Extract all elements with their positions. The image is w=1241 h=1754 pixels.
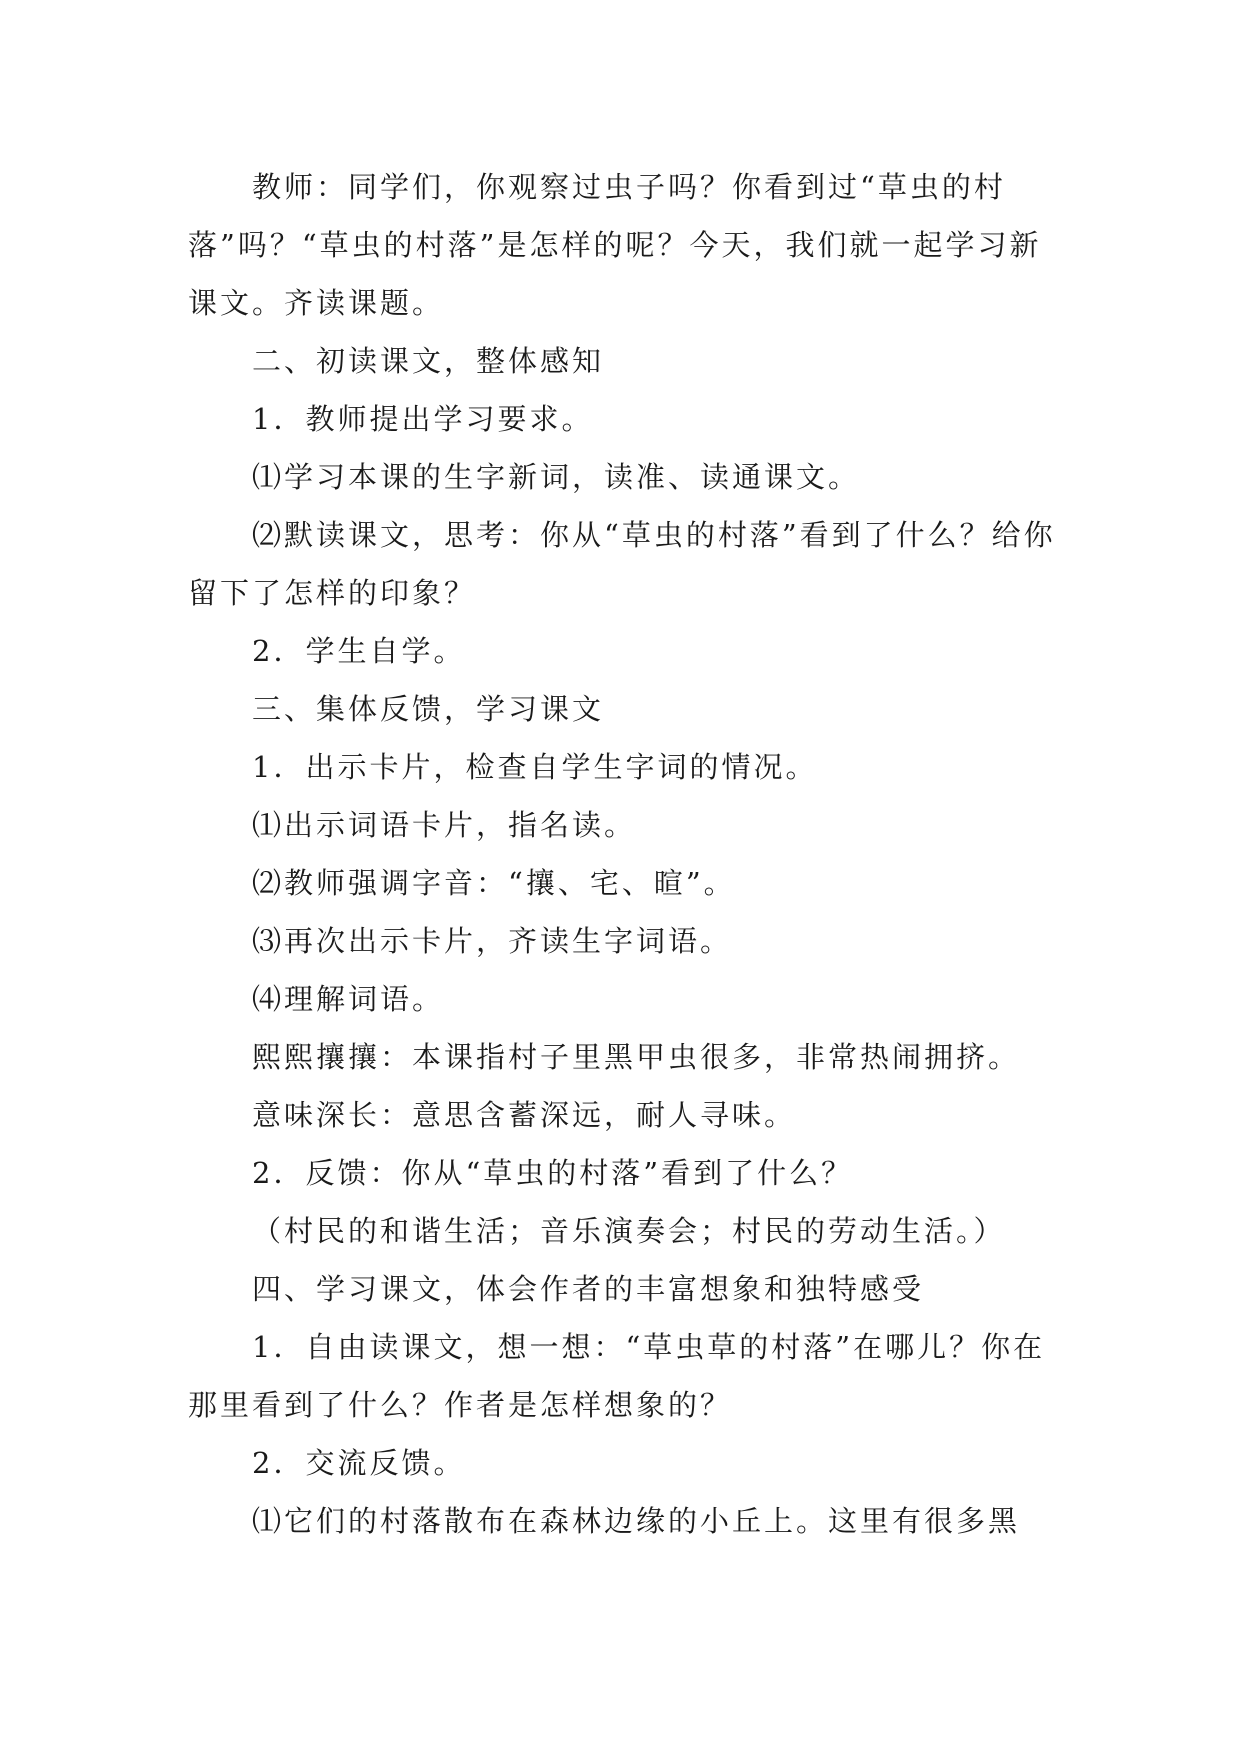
paragraph: 教师：同学们，你观察过虫子吗？你看到过“草虫的村落”吗？“草虫的村落”是怎样的呢？今天，我们就一起学习新课文。齐读课题。 [188, 170, 1042, 320]
list-item: 1．教师提出学习要求。 [252, 402, 594, 436]
list-item: 2．反馈：你从“草虫的村落”看到了什么？ [252, 1156, 854, 1190]
section-heading: 二、初读课文，整体感知 [252, 344, 605, 378]
list-item: 2．交流反馈。 [252, 1446, 466, 1480]
list-item: 1．自由读课文，想一想：“草虫草的村落”在哪儿？你在那里看到了什么？作者是怎样想象的？ [188, 1330, 1046, 1422]
section-heading: 四、学习课文，体会作者的丰富想象和独特感受 [252, 1272, 925, 1306]
list-item: 2．学生自学。 [252, 634, 466, 668]
document-body [188, 158, 1058, 1550]
list-item: ⑷理解词语。 [252, 982, 445, 1016]
list-item: ⑴它们的村落散布在森林边缘的小丘上。这里有很多黑 [252, 1504, 1021, 1538]
list-item: ⑴出示词语卡片，指名读。 [252, 808, 637, 842]
definition: 熙熙攘攘：本课指村子里黑甲虫很多，非常热闹拥挤。 [252, 1040, 1021, 1074]
list-item: ⑶再次出示卡片，齐读生字词语。 [252, 924, 733, 958]
list-item: ⑵教师强调字音：“攘、宅、暄”。 [252, 866, 736, 900]
paragraph: （村民的和谐生活；音乐演奏会；村民的劳动生活。） [252, 1214, 1006, 1248]
list-item: ⑵默读课文，思考：你从“草虫的村落”看到了什么？给你留下了怎样的印象？ [188, 518, 1056, 610]
list-item: ⑴学习本课的生字新词，读准、读通课文。 [252, 460, 861, 494]
section-heading: 三、集体反馈，学习课文 [252, 692, 605, 726]
list-item: 1．出示卡片，检查自学生字词的情况。 [252, 750, 818, 784]
definition: 意味深长：意思含蓄深远，耐人寻味。 [252, 1098, 797, 1132]
